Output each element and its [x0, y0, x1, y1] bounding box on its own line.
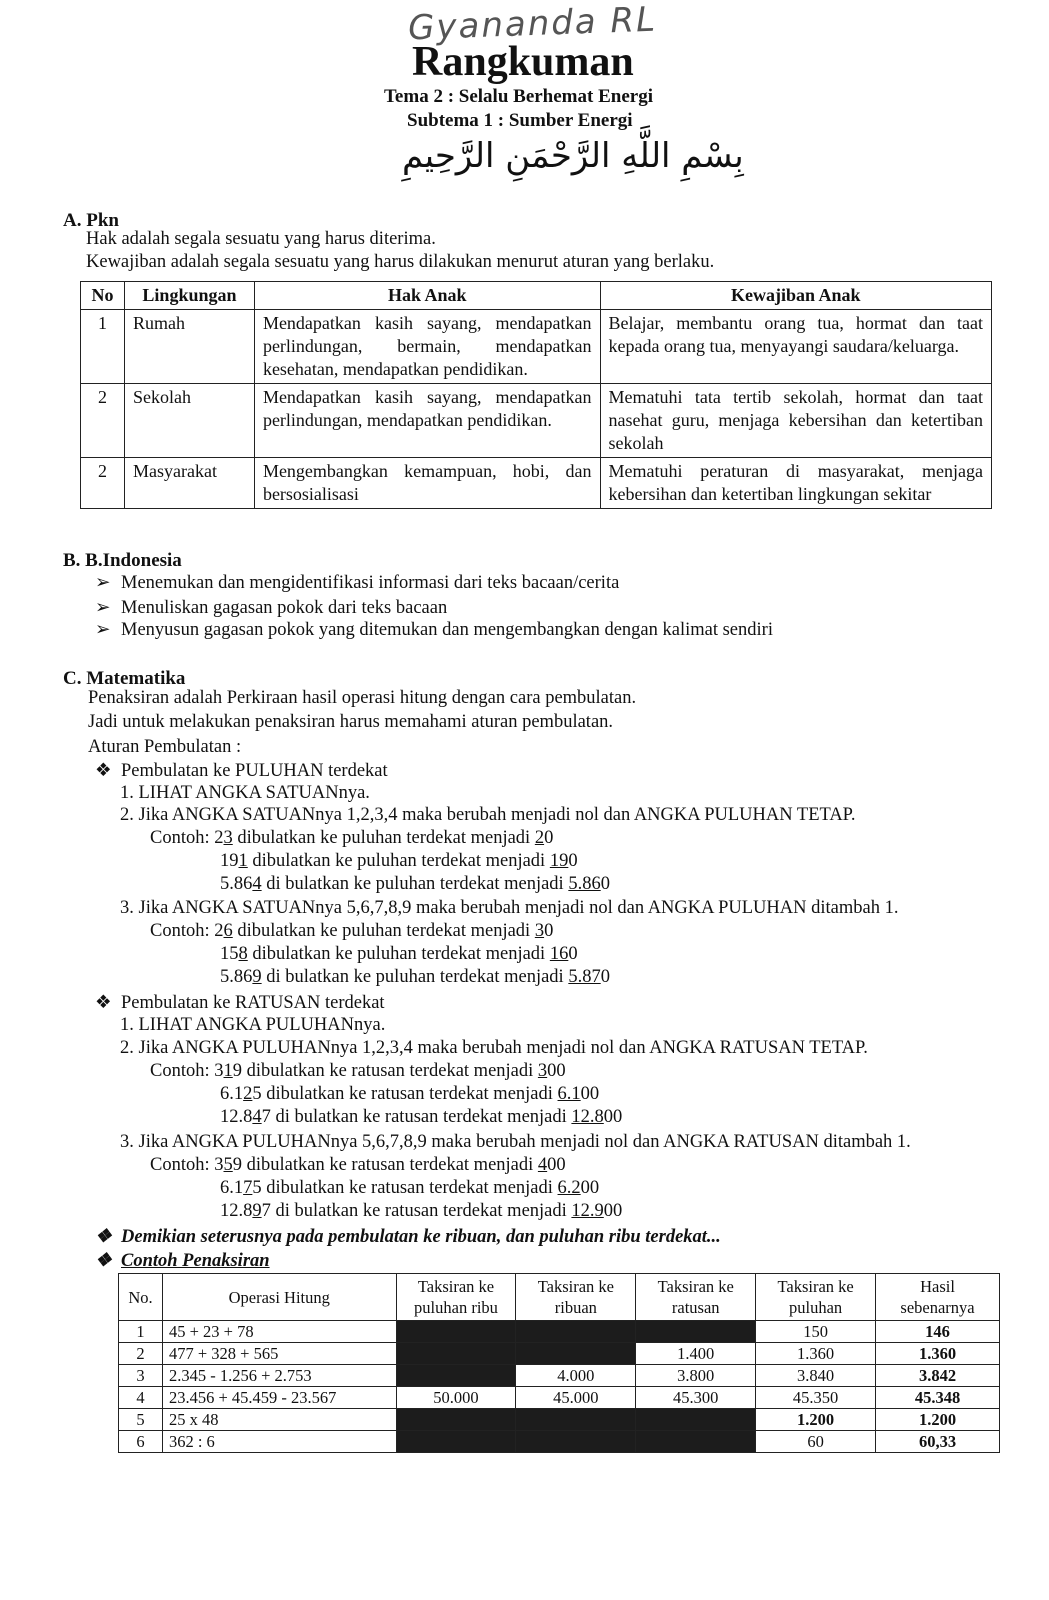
mtk-intro: Jadi untuk melakukan penaksiran harus memahami aturan pembulatan. — [88, 712, 614, 732]
cell-puluhan: 45.350 — [756, 1387, 876, 1409]
basmalah: بِسْمِ اللَّهِ الرَّحْمَنِ الرَّحِيمِ — [402, 136, 744, 176]
cell-shaded — [636, 1431, 756, 1453]
pkn-hak-definition: Hak adalah segala sesuatu yang harus diterima. — [86, 229, 436, 249]
subtema-line: Subtema 1 : Sumber Energi — [407, 110, 633, 131]
diamond-bullet-icon: ❖ — [95, 761, 112, 781]
arrow-bullet-icon: ➢ — [95, 598, 111, 618]
list-item: ➢ Menuliskan gagasan pokok dari teks bacaan — [95, 598, 448, 618]
mtk-intro: Aturan Pembulatan : — [88, 737, 242, 757]
cell-puluhan: 60 — [756, 1431, 876, 1453]
cell-shaded — [396, 1365, 516, 1387]
example-line: 12.847 di bulatkan ke ratusan terdekat menjadi 12.800 — [220, 1107, 623, 1127]
cell-kewajiban: Mematuhi peraturan di masyarakat, menjaga kebersihan dan ketertiban lingkungan sekitar — [600, 458, 992, 509]
cell-shaded — [636, 1321, 756, 1343]
cell-shaded — [516, 1431, 636, 1453]
cell-kewajiban: Mematuhi tata tertib sekolah, hormat dan taat nasehat guru, menjaga kebersihan dan ketertiban sekolah — [600, 384, 992, 458]
rule-step: 1. LIHAT ANGKA SATUANnya. — [120, 783, 370, 803]
tema-line: Tema 2 : Selalu Berhemat Energi — [384, 86, 653, 107]
example-line: Contoh: 319 dibulatkan ke ratusan terdekat menjadi 300 — [150, 1061, 566, 1081]
diamond-bullet-icon: ❖ — [95, 1227, 112, 1247]
section-mtk-heading: C. Matematika — [63, 668, 186, 689]
table-row — [81, 384, 992, 458]
example-line: 12.897 di bulatkan ke ratusan terdekat menjadi 12.900 — [220, 1201, 623, 1221]
example-line: Contoh: 359 dibulatkan ke ratusan terdekat menjadi 400 — [150, 1155, 566, 1175]
cell-hak: Mendapatkan kasih sayang, mendapatkan perlindungan, mendapatkan pendidikan. — [254, 384, 600, 458]
cell-no: 4 — [119, 1387, 163, 1409]
column-header: Hak Anak — [254, 282, 600, 310]
cell-hasil: 3.842 — [876, 1365, 1000, 1387]
arrow-bullet-icon: ➢ — [95, 573, 111, 593]
column-header: No — [81, 282, 125, 310]
rule-step: 3. Jika ANGKA PULUHANnya 5,6,7,8,9 maka berubah menjadi nol dan ANGKA RATUSAN ditambah 1. — [120, 1132, 911, 1152]
example-line: 5.869 di bulatkan ke puluhan terdekat menjadi 5.870 — [220, 967, 610, 987]
arrow-bullet-icon: ➢ — [95, 620, 111, 640]
cell-hak: Mengembangkan kemampuan, hobi, dan bersosialisasi — [254, 458, 600, 509]
cell-shaded — [396, 1343, 516, 1365]
cell-operasi: 25 x 48 — [162, 1409, 396, 1431]
diamond-bullet-icon: ❖ — [95, 1251, 112, 1271]
mtk-intro: Penaksiran adalah Perkiraan hasil operasi hitung dengan cara pembulatan. — [88, 688, 637, 708]
table-row — [119, 1409, 1000, 1431]
cell-puluhan: 3.840 — [756, 1365, 876, 1387]
table-header-row — [81, 282, 992, 310]
example-line: 6.175 dibulatkan ke ratusan terdekat menjadi 6.200 — [220, 1178, 600, 1198]
cell-no: 1 — [81, 310, 125, 384]
cell-hasil: 1.200 — [876, 1409, 1000, 1431]
table-row — [81, 458, 992, 509]
table-row — [119, 1387, 1000, 1409]
example-line: 6.125 dibulatkan ke ratusan terdekat menjadi 6.100 — [220, 1084, 600, 1104]
cell-operasi: 23.456 + 45.459 - 23.567 — [162, 1387, 396, 1409]
cell-kewajiban: Belajar, membantu orang tua, hormat dan taat kepada orang tua, menyayangi saudara/keluarga. — [600, 310, 992, 384]
rule-step: 1. LIHAT ANGKA PULUHANnya. — [120, 1015, 386, 1035]
rule-step: 2. Jika ANGKA SATUANnya 1,2,3,4 maka berubah menjadi nol dan ANGKA PULUHAN TETAP. — [120, 805, 856, 825]
example-line: 158 dibulatkan ke puluhan terdekat menjadi 160 — [220, 944, 578, 964]
example-line: Contoh: 23 dibulatkan ke puluhan terdekat menjadi 20 — [150, 828, 554, 848]
cell-operasi: 2.345 - 1.256 + 2.753 — [162, 1365, 396, 1387]
column-header: Taksiran ke puluhan — [756, 1274, 876, 1321]
cell-hasil: 146 — [876, 1321, 1000, 1343]
list-item: ➢ Menyusun gagasan pokok yang ditemukan dan mengembangkan dengan kalimat sendiri — [95, 620, 773, 640]
column-header: Hasil sebenarnya — [876, 1274, 1000, 1321]
penaksiran-table — [118, 1273, 1000, 1453]
page-title: Rangkuman — [412, 39, 634, 85]
cell-no: 2 — [81, 458, 125, 509]
cell-puluhan: 1.360 — [756, 1343, 876, 1365]
column-header: Kewajiban Anak — [600, 282, 992, 310]
cell-ribuan: 45.000 — [516, 1387, 636, 1409]
pkn-kewajiban-definition: Kewajiban adalah segala sesuatu yang harus dilakukan menurut aturan yang berlaku. — [86, 252, 715, 272]
column-header: No. — [119, 1274, 163, 1321]
cell-lingkungan: Rumah — [124, 310, 254, 384]
list-item: ➢ Menemukan dan mengidentifikasi informasi dari teks bacaan/cerita — [95, 573, 620, 593]
table-row — [119, 1343, 1000, 1365]
cell-ratusan: 45.300 — [636, 1387, 756, 1409]
column-header: Operasi Hitung — [162, 1274, 396, 1321]
cell-hasil: 1.360 — [876, 1343, 1000, 1365]
example-line: 191 dibulatkan ke puluhan terdekat menjadi 190 — [220, 851, 578, 871]
hak-kewajiban-table — [80, 281, 992, 509]
cell-operasi: 45 + 23 + 78 — [162, 1321, 396, 1343]
cell-operasi: 477 + 328 + 565 — [162, 1343, 396, 1365]
cell-shaded — [396, 1431, 516, 1453]
diamond-bullet-icon: ❖ — [95, 993, 112, 1013]
cell-no: 2 — [119, 1343, 163, 1365]
example-line: Contoh: 26 dibulatkan ke puluhan terdekat menjadi 30 — [150, 921, 554, 941]
column-header: Taksiran ke ribuan — [516, 1274, 636, 1321]
cell-no: 3 — [119, 1365, 163, 1387]
table-row — [81, 310, 992, 384]
cell-shaded — [396, 1321, 516, 1343]
column-header: Taksiran ke puluhan ribu — [396, 1274, 516, 1321]
example-line: 5.864 di bulatkan ke puluhan terdekat menjadi 5.860 — [220, 874, 610, 894]
cell-no: 2 — [81, 384, 125, 458]
column-header: Lingkungan — [124, 282, 254, 310]
cell-lingkungan: Sekolah — [124, 384, 254, 458]
note-line: ❖ Demikian seterusnya pada pembulatan ke ribuan, dan puluhan ribu terdekat... — [95, 1227, 721, 1247]
cell-no: 5 — [119, 1409, 163, 1431]
rule-step: 3. Jika ANGKA SATUANnya 5,6,7,8,9 maka berubah menjadi nol dan ANGKA PULUHAN ditambah 1. — [120, 898, 899, 918]
cell-hasil: 60,33 — [876, 1431, 1000, 1453]
cell-shaded — [516, 1321, 636, 1343]
handwritten-name: Gyananda RL — [407, 0, 658, 49]
section-bindo-heading: B. B.Indonesia — [63, 550, 182, 571]
cell-hak: Mendapatkan kasih sayang, mendapatkan perlindungan, bermain, mendapatkan kesehatan, mendapatkan pendidikan. — [254, 310, 600, 384]
cell-no: 6 — [119, 1431, 163, 1453]
cell-ribuan: 4.000 — [516, 1365, 636, 1387]
cell-ratusan: 3.800 — [636, 1365, 756, 1387]
cell-lingkungan: Masyarakat — [124, 458, 254, 509]
section-pkn-heading: A. Pkn — [63, 210, 119, 231]
cell-shaded — [516, 1409, 636, 1431]
rule-heading-ratusan: ❖ Pembulatan ke RATUSAN terdekat — [95, 993, 385, 1013]
rule-step: 2. Jika ANGKA PULUHANnya 1,2,3,4 maka berubah menjadi nol dan ANGKA RATUSAN TETAP. — [120, 1038, 868, 1058]
cell-shaded — [636, 1409, 756, 1431]
cell-puluhan: 1.200 — [756, 1409, 876, 1431]
cell-shaded — [396, 1409, 516, 1431]
table-row — [119, 1321, 1000, 1343]
note-line: ❖ Contoh Penaksiran — [95, 1251, 270, 1271]
cell-puluhan: 150 — [756, 1321, 876, 1343]
table-row — [119, 1431, 1000, 1453]
cell-hasil: 45.348 — [876, 1387, 1000, 1409]
rule-heading-puluhan: ❖ Pembulatan ke PULUHAN terdekat — [95, 761, 388, 781]
cell-ratusan: 1.400 — [636, 1343, 756, 1365]
table-header-row — [119, 1274, 1000, 1321]
cell-operasi: 362 : 6 — [162, 1431, 396, 1453]
cell-no: 1 — [119, 1321, 163, 1343]
column-header: Taksiran ke ratusan — [636, 1274, 756, 1321]
cell-shaded — [516, 1343, 636, 1365]
cell-puluhan-ribu: 50.000 — [396, 1387, 516, 1409]
table-row — [119, 1365, 1000, 1387]
